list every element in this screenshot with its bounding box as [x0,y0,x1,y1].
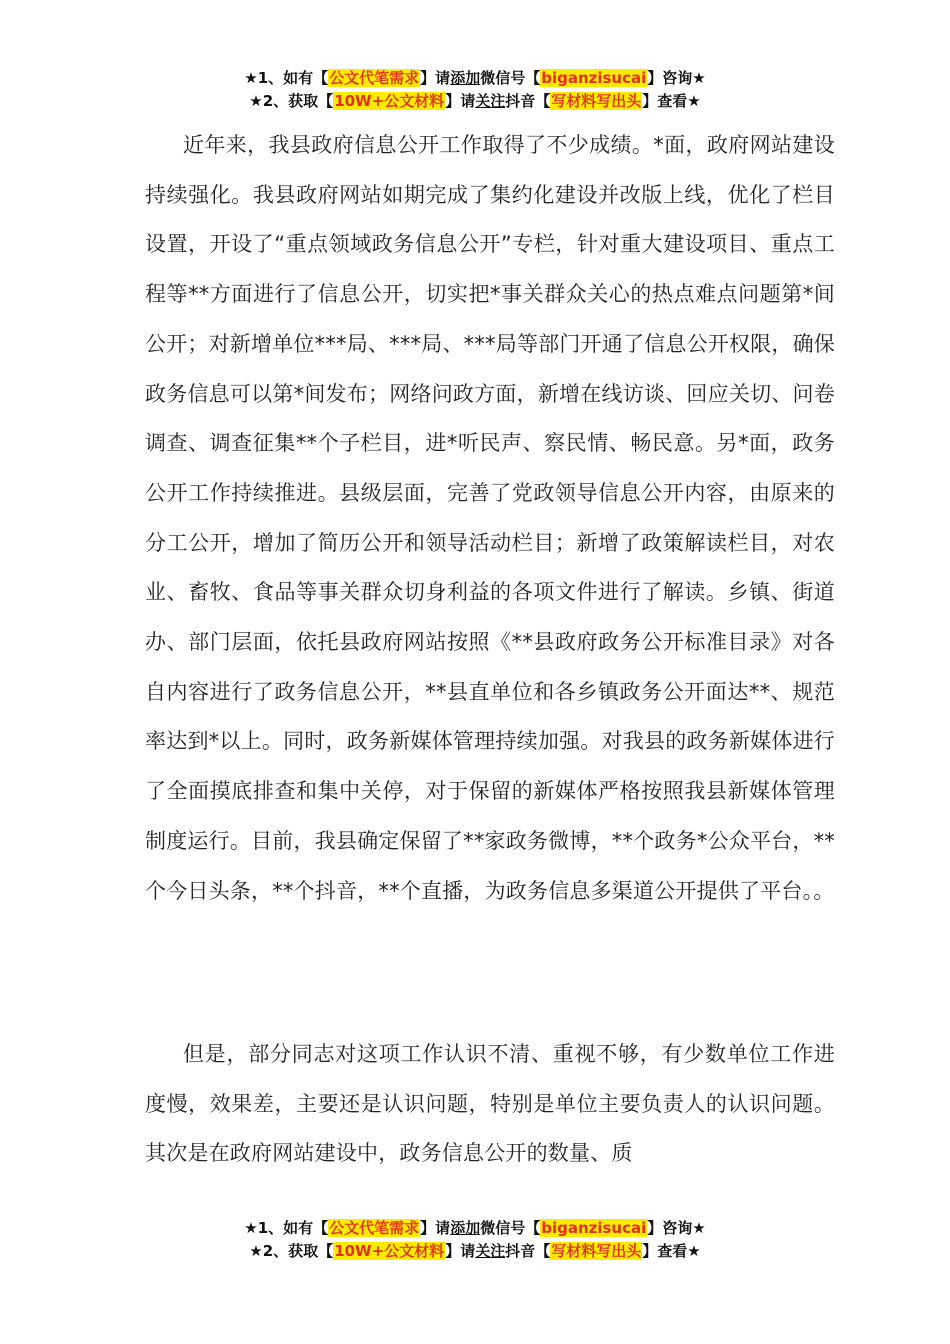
body-paragraph-1: 近年来，我县政府信息公开工作取得了不少成绩。*面，政府网站建设持续强化。我县政府网站如期完成了集约化建设并改版上线，优化了栏目设置，开设了“重点领域政务信息公开”专栏，针对重大建设项目、重点工程等**方面进行了信息公开，切实把*事关群众关心的热点难点问题第*间公开；对新增单位***局、***局、***局等部门开通了信息公开权限，确保政务信息可以第*间发布；网络问政方面，新增在线访谈、回应关切、问卷调查、调查征集**个子栏目，进*听民声、察民情、畅民意。另*面，政务公开工作持续推进。县级层面，完善了党政领导信息公开内容，由原来的分工公开，增加了简历公开和领导活动栏目；新增了政策解读栏目，对农业、畜牧、食品等事关群众切身利益的各项文件进行了解读。乡镇、街道办、部门层面，依托县政府网站按照《**县政府政务公开标准目录》对各自内容进行了政务信息公开，**县直单位和各乡镇政务公开面达**、规范率达到*以上。同时，政务新媒体管理持续加强。对我县的政务新媒体进行了全面摸底排查和集中关停，对于保留的新媒体严格按照我县新媒体管理制度运行。目前，我县确定保留了**家政务微博，**个政务*公众平台，**个今日头条，**个抖音，**个直播，为政务信息多渠道公开提供了平台。。 [145,133,835,903]
highlight-text: 公文代笔需求 [329,69,420,87]
banner-text: 】咨询★ [647,1219,706,1237]
underlined-text: 关注 [475,92,506,110]
banner-text: 微信号【 [480,1219,541,1237]
douyin-account: 写材料写出头 [551,92,642,110]
banner-text: 】查看★ [642,92,701,110]
banner-text: 微信号【 [480,69,541,87]
banner-line-2 [0,1240,950,1263]
banner-line-1 [0,1217,950,1240]
underlined-text: 关注 [475,1242,506,1260]
highlight-text: 公文代笔需求 [329,1219,420,1237]
douyin-account: 写材料写出头 [551,1242,642,1260]
highlight-text: 10W+公文材料 [334,92,445,110]
banner-text: 】请 [420,69,451,87]
wechat-id: biganzisucai [541,1219,647,1237]
banner-text: ★2、获取【 [249,1242,334,1260]
banner-line-1 [0,67,950,90]
banner-line-2 [0,90,950,113]
banner-text: 】请 [420,1219,451,1237]
highlight-text: 10W+公文材料 [334,1242,445,1260]
underlined-text: 添加 [450,69,481,87]
underlined-text: 添加 [450,1219,481,1237]
footer-banner [0,1217,950,1263]
header-banner [0,67,950,113]
wechat-id: biganzisucai [541,69,647,87]
banner-text: ★1、如有【 [244,1219,329,1237]
banner-text: 抖音【 [505,1242,551,1260]
banner-text: 】咨询★ [647,69,706,87]
banner-text: 】请 [445,1242,476,1260]
banner-text: 】请 [445,92,476,110]
banner-text: 】查看★ [642,1242,701,1260]
banner-text: ★1、如有【 [244,69,329,87]
body-paragraph-2: 但是，部分同志对这项工作认识不清、重视不够，有少数单位工作进度慢，效果差，主要还是认识问题，特别是单位主要负责人的认识问题。其次是在政府网站建设中，政务信息公开的数量、质 [145,1042,835,1166]
banner-text: ★2、获取【 [249,92,334,110]
banner-text: 抖音【 [505,92,551,110]
